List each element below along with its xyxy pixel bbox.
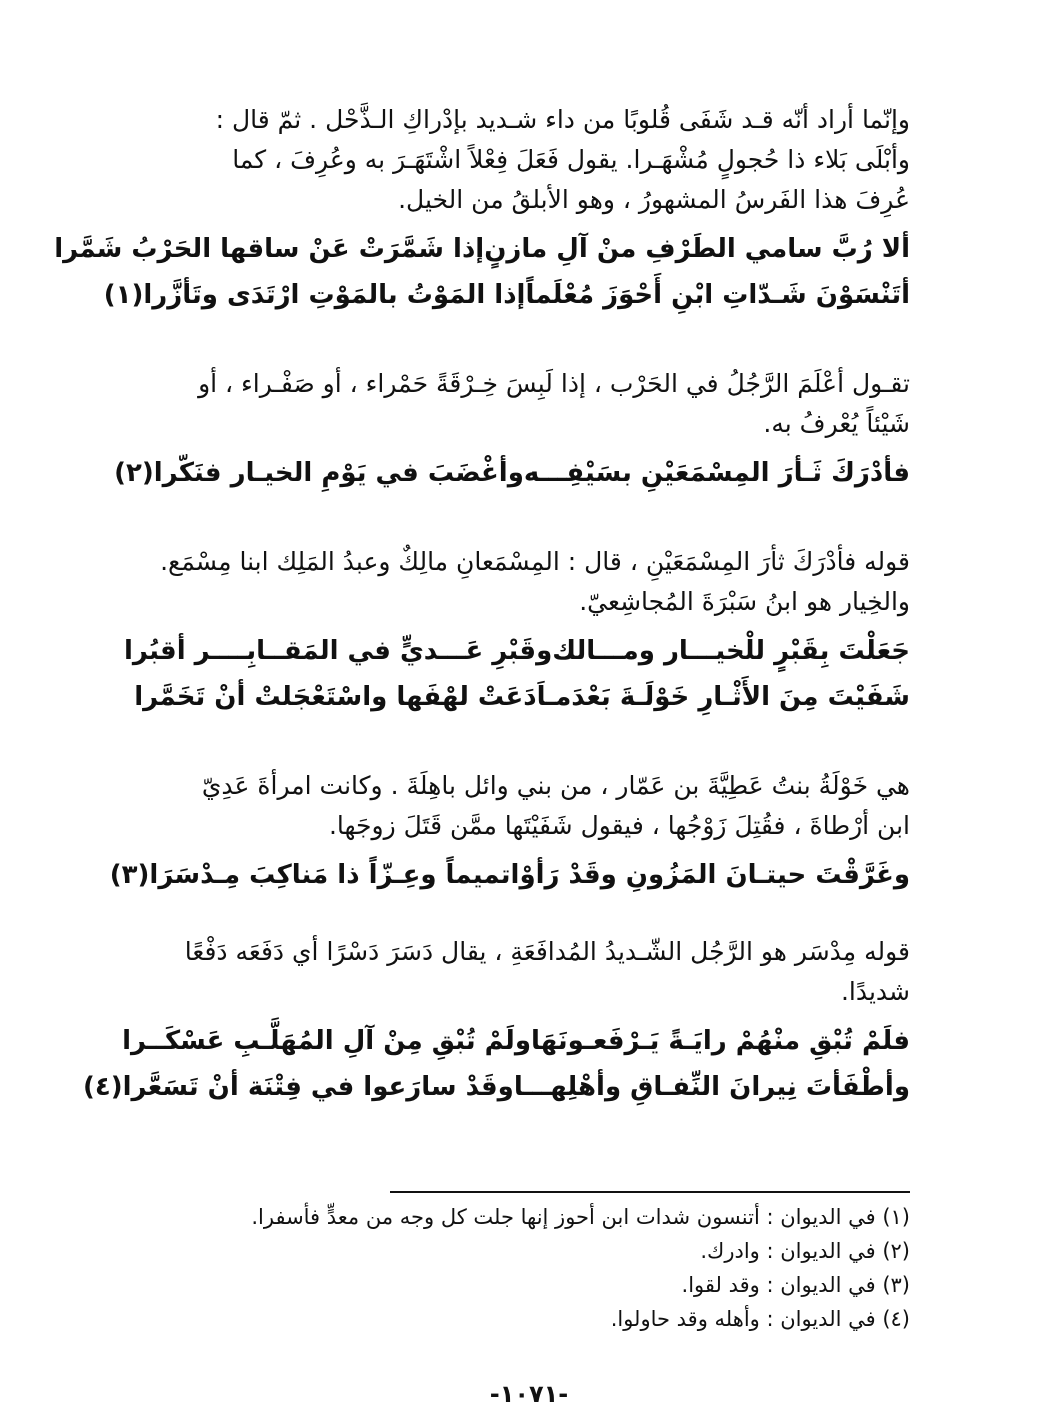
verse-first-hemistich: وأطْفَأتَ نِيرانَ النِّفـاقِ وأهْلِهـــا xyxy=(513,1072,910,1102)
verse-first-hemistich: أتَنْسَوْنَ شَـدّاتِ ابْنِ أَحْوَزَ مُعْلَماً xyxy=(525,280,910,310)
verse-line xyxy=(123,628,910,674)
prose-line: شديدًا. xyxy=(840,977,910,1006)
verse-first-hemistich: جَعَلْتَ بِقَبْرٍ للْخيـــار ومـــالك xyxy=(552,636,910,666)
footnote-item: (٢) في الديوان : وادرك. xyxy=(700,1239,910,1263)
prose-line: هي خَوْلَةُ بنتُ عَطِيَّةَ بن عَمّار ، من بني وائل باهِلَةَ . وكانت امرأةَ عَدِيّ xyxy=(201,771,910,800)
prose-paragraph xyxy=(160,100,910,220)
verse-second-hemistich: ولَمْ تُبْقِ مِنْ آلِ المُهَلَّـبِ عَسْكَــرا xyxy=(122,1026,531,1056)
verse-block xyxy=(54,226,910,318)
verse-second-hemistich: تميماً وعِـزّاً ذا مَناكِبَ مِـدْسَرَا(٣) xyxy=(109,860,511,890)
page-number: -١٠٧١- xyxy=(489,1380,569,1408)
verse-line xyxy=(83,1064,910,1110)
verse-line xyxy=(114,450,910,496)
verse-second-hemistich: وقَدْ سارَعوا في فِتْنَة أنْ تَسَعَّرا(٤) xyxy=(83,1072,514,1102)
prose-paragraph xyxy=(160,542,910,622)
verse-first-hemistich: فأدْرَكَ ثَـأرَ المِسْمَعَيْنِ بسَيْفِـــه xyxy=(523,458,910,488)
verse-block xyxy=(123,628,910,720)
page-body xyxy=(54,100,910,1110)
prose-line: وأبْلَى بَلاء ذا حُجولٍ مُشْهَـرا. يقول فَعَلَ فِعْلاً اشْتَهَـرَ به وعُرِفَ ، كما xyxy=(232,145,910,174)
verse-block xyxy=(83,1018,910,1110)
verse-block xyxy=(109,852,910,898)
prose-line: وإنّما أراد أنّه قـد شَفَى قُلوبًا من داء شـديد بإدْراكِ الـذَّحْل . ثمّ قال : xyxy=(215,105,910,134)
footnote-divider xyxy=(390,1191,910,1193)
prose-line: قوله فأدْرَكَ ثأرَ المِسْمَعَيْنِ ، قال : المِسْمَعانِ مالِكٌ وعبدُ المَلِك ابنا مِسْمَع. xyxy=(160,547,910,576)
prose-paragraph xyxy=(160,932,910,1012)
verse-second-hemistich: إذا شَمَّرَتْ عَنْ ساقها الحَرْبُ شَمَّرا xyxy=(54,234,485,264)
footnote-item: (١) في الديوان : أتنسون شدات ابن أحوز إنها جلت كل وجه من معدٍّ فأسفرا. xyxy=(251,1205,910,1229)
prose-line: عُرِفَ هذا الفَرسُ المشهورُ ، وهو الأبلقُ من الخيل. xyxy=(398,185,910,214)
verse-second-hemistich: إذا المَوْتُ بالمَوْتِ ارْتَدَى وتَأزَّرا(١) xyxy=(103,280,526,310)
verse-first-hemistich: ألا رُبَّ سامي الطَرْفِ منْ آلِ مازنٍ xyxy=(484,234,910,264)
prose-paragraph xyxy=(160,364,910,444)
prose-line: قوله مِدْسَر هو الرَّجُل الشّـديدُ المُدافَعَةِ ، يقال دَسَرَ دَسْرًا أي دَفَعَه دَفْعًا xyxy=(184,937,910,966)
verse-line xyxy=(54,226,910,272)
verse-line xyxy=(122,1018,910,1064)
verse-line xyxy=(134,674,910,720)
footnote-item: (٣) في الديوان : وقد لقوا. xyxy=(681,1273,910,1297)
prose-paragraph xyxy=(160,766,910,846)
verse-first-hemistich: فلَمْ تُبْقِ منْهُمْ رايَـةً يَـرْفَعـونَهَا xyxy=(530,1026,910,1056)
prose-line: تقـول أعْلَمَ الرَّجُلُ في الحَرْب ، إذا لَبِسَ خِـرْقَةً حَمْراء ، أو صَفْـراء ، أو xyxy=(198,369,910,398)
verse-second-hemistich: وقَبْرِ عَـــديٍّ في المَقــابِــــر أقبُرا xyxy=(123,636,553,666)
prose-line: ابن أرْطاةَ ، فقُتِلَ زَوْجُها ، فيقول شَفَيْتَها ممَّن قَتَلَ زوجَها. xyxy=(328,811,910,840)
verse-line xyxy=(109,852,910,898)
verse-block xyxy=(114,450,910,496)
verse-first-hemistich: وغَرَّقْتَ حيتـانَ المَزُونِ وقَدْ رَأوْا xyxy=(510,860,910,890)
footnote-item: (٤) في الديوان : وأهله وقد حاولوا. xyxy=(610,1307,910,1331)
prose-line: شَيْئاً يُعْرفُ به. xyxy=(763,409,910,438)
verse-first-hemistich: شَفَيْتَ مِنَ الأَثْـارِ خَوْلَـةَ بَعْدَمـاَ xyxy=(536,682,910,712)
verse-second-hemistich: دَعَتْ لهْفَها واسْتَعْجَلتْ أنْ تَخَمَّرا xyxy=(134,682,537,712)
verse-line xyxy=(103,272,910,318)
footnotes xyxy=(160,1200,910,1336)
prose-line: والخِيار هو ابنُ سَبْرَةَ المُجاشِعيّ. xyxy=(579,587,910,616)
verse-second-hemistich: وأغْضَبَ في يَوْمِ الخيـار فنَكّرا(٢) xyxy=(114,458,524,488)
